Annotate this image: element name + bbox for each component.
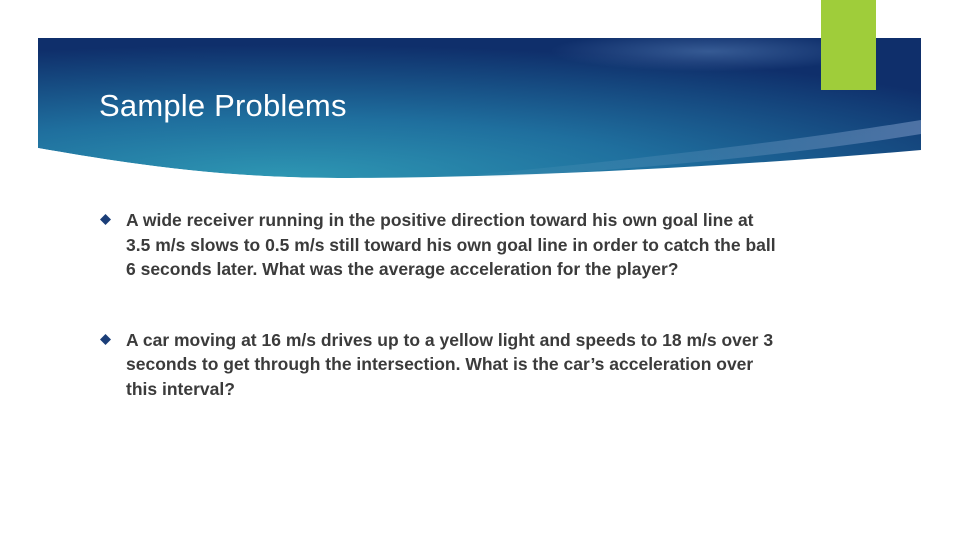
bullet-item-1 (100, 208, 780, 282)
bullet-item-2 (100, 328, 780, 402)
bullet-list (100, 208, 780, 447)
slide-title: Sample Problems (99, 88, 347, 123)
accent-tab (821, 0, 876, 90)
diamond-bullet-icon (100, 214, 111, 225)
bullet-text-2: A car moving at 16 m/s drives up to a yellow light and speeds to 18 m/s over 3 seconds to get through the intersection. What is the car’s acceleration over this interval? (126, 329, 774, 399)
diamond-bullet-icon (100, 334, 111, 345)
bullet-text-1: A wide receiver running in the positive direction toward his own goal line at 3.5 m/s slows to 0.5 m/s still toward his own goal line in order to catch the ball 6 seconds later. What was the average acceleration for the player? (126, 210, 776, 279)
